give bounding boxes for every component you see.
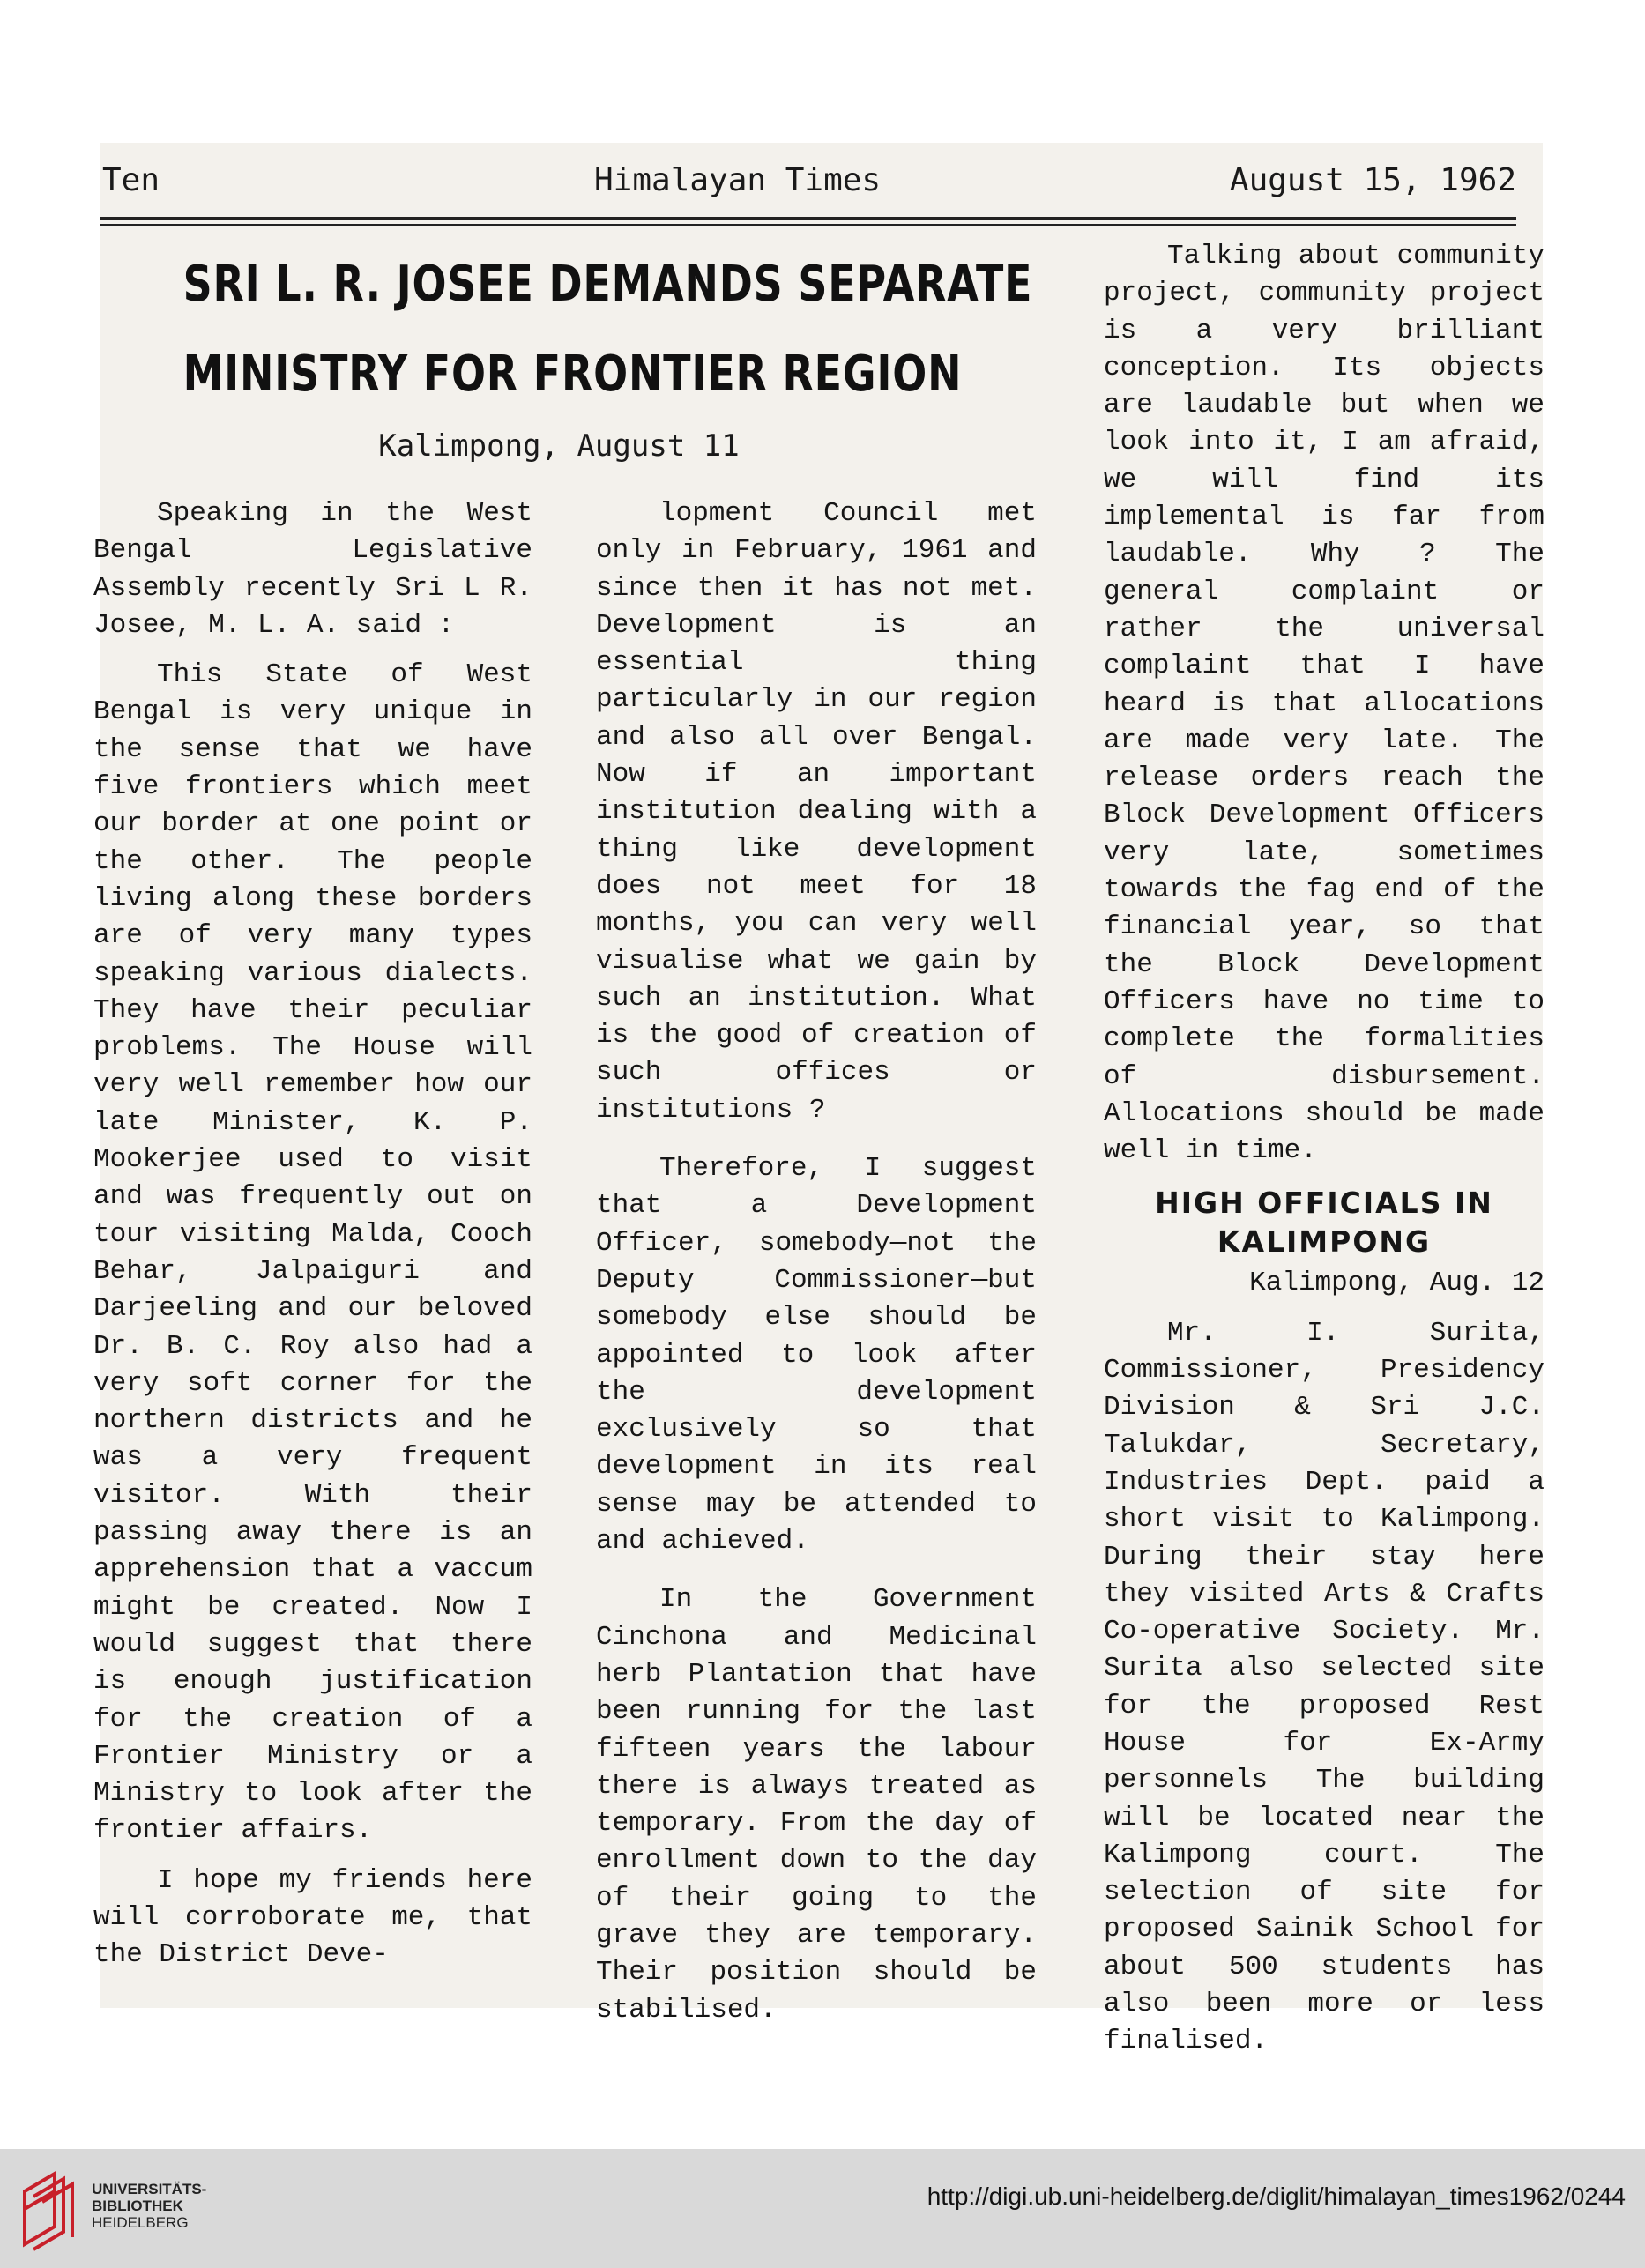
- issue-date: August 15, 1962: [1229, 162, 1516, 198]
- header-rule: [100, 217, 1516, 226]
- library-name-line-1: UNIVERSITÄTS-: [92, 2181, 207, 2197]
- article-column-2: [596, 495, 1037, 2029]
- paragraph: Mr. I. Surita, Commissioner, Presidency Division & Sri J.C. Talukdar, Secretary, Industries Dept. paid a short visit to Kalimpong. During their stay here they visited Arts & Crafts Co-operative Society. Mr. Surita also selected site for the proposed Rest House for Ex-Army personnels The building will be located near the Kalimpong court. The selection of site for proposed Sainik School for about 500 students has also been more or less finalised.: [1104, 1317, 1545, 2057]
- paragraph: In the Government Cinchona and Medicinal herb Plantation that have been running for the last fifteen years the labour there is always treated as temporary. From the day of enrollment down to the day of their going to the grave they are temporary. Their position should be stabilised.: [596, 1584, 1037, 2026]
- article-heading: [100, 240, 1033, 464]
- article-column-3: [1104, 238, 1545, 2061]
- library-name: [92, 2181, 206, 2231]
- article-dateline: Kalimpong, August 11: [378, 428, 740, 464]
- library-name-line-2: BIBLIOTHEK: [92, 2197, 183, 2214]
- library-name-line-3: HEIDELBERG: [92, 2214, 189, 2231]
- newspaper-name: Himalayan Times: [594, 162, 882, 198]
- newspaper-page-scan: [93, 143, 1545, 2057]
- paragraph: Speaking in the West Bengal Legislative Assembly recently Sri L R. Josee, M. L. A. said :: [93, 498, 532, 641]
- brief-dateline: Kalimpong, Aug. 12: [1249, 1268, 1545, 1299]
- paragraph: Therefore, I suggest that a Development Officer, somebody—not the Deputy Commissioner—but somebody else should be appointed to look after the development exclusively so that development in its real sense may be attended to and achieved.: [596, 1153, 1037, 1558]
- headline-line-2: MINISTRY FOR FRONTIER REGION: [182, 346, 963, 403]
- heidelberg-library-logo-icon: [19, 2165, 81, 2253]
- news-brief-subhead: [1104, 1184, 1545, 1261]
- page-number: Ten: [102, 162, 160, 198]
- paragraph: This State of West Bengal is very unique in the sense that we have five frontiers which meet our border at one point or the other. The people living along these borders are of very many types speaking various dialects. They have their peculiar problems. The House will very well remember how our late Minister, K. P. Mookerjee used to visit and was frequently out on tour visiting Malda, Cooch Behar, Jalpaiguri and Darjeeling and our beloved Dr. B. C. Roy also had a very soft corner for the northern districts and he was a very frequent visitor. With their passing away there is an apprehension that a vaccum might be created. Now I would suggest that there is enough justification for the creation of a Frontier Ministry or a Ministry to look after the frontier affairs.: [93, 659, 532, 1847]
- subhead-line-2: KALIMPONG: [1217, 1224, 1432, 1260]
- article-column-1: [93, 495, 532, 1974]
- paragraph: lopment Council met only in February, 1961 and since then it has not met. Development is an essential thing particularly in our region and also all over Bengal. Now if an important institution dealing with a thing like development does not meet for 18 months, you can very well visualise what we gain by such an institution. What is the good of creation of such offices or institutions ?: [596, 498, 1037, 1126]
- subhead-line-1: HIGH OFFICIALS IN: [1155, 1186, 1493, 1221]
- headline-line-1: SRI L. R. JOSEE DEMANDS SEPARATE: [182, 256, 1033, 313]
- paragraph: Talking about community project, community project is a very brilliant conception. Its objects are laudable but when we look into it, I am afraid, we will find its implemental is far from laudable. Why ? The general complaint or rather the universal complaint that I have heard is that allocations are made very late. The release orders reach the Block Development Officers very late, sometimes towards the fag end of the financial year, so that the Block Development Officers have no time to complete the formalities of disbursement. Allocations should be made well in time.: [1104, 241, 1545, 1167]
- running-head: [100, 143, 1543, 213]
- digital-library-footer: [0, 2149, 1645, 2268]
- paragraph: I hope my friends here will corroborate me, that the District Deve-: [93, 1864, 532, 1971]
- permalink-url[interactable]: http://digi.ub.uni-heidelberg.de/diglit/himalayan_times1962/0244: [927, 2182, 1626, 2210]
